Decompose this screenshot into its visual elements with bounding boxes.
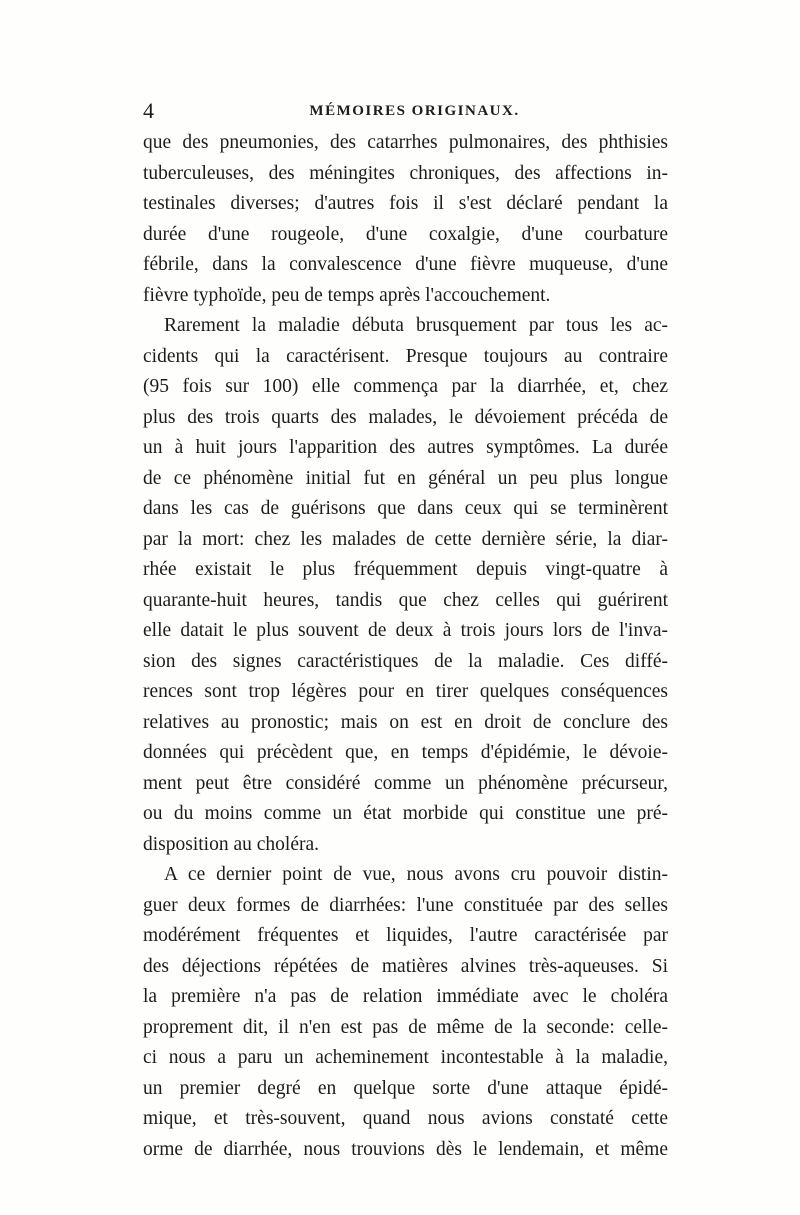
text-line: la première n'a pas de relation immédiate avec le choléra: [143, 986, 668, 1007]
text-line: relatives au pronostic; mais on est en droit de conclure des: [143, 711, 668, 733]
page-number: 4: [143, 98, 154, 123]
text-line: que des pneumonies, des catarrhes pulmonaires, des phthisies: [143, 132, 668, 153]
text-line: mique, et très-souvent, quand nous avions constaté cette: [143, 1108, 668, 1129]
text-line: des déjections répétées de matières alvines très-aqueuses. Si: [143, 955, 668, 977]
text-line: proprement dit, il n'en est pas de même de la seconde: celle-: [143, 1016, 668, 1038]
text-line: de ce phénomène initial fut en général un peu plus longue: [143, 467, 668, 489]
text-line: modérément fréquentes et liquides, l'autre caractérisée par: [143, 925, 668, 946]
body-text: [143, 128, 668, 1165]
paragraph: [143, 860, 668, 1165]
text-line: guer deux formes de diarrhées: l'une constituée par des selles: [143, 894, 668, 916]
text-line: (95 fois sur 100) elle commença par la diarrhée, et, chez: [143, 376, 668, 397]
paragraph: [143, 311, 668, 860]
text-line: par la mort: chez les malades de cette dernière série, la diar-: [143, 528, 668, 550]
text-line: ou du moins comme un état morbide qui constitue une pré-: [143, 803, 668, 824]
text-line: un à huit jours l'apparition des autres symptômes. La durée: [143, 437, 668, 458]
text-line: Rarement la maladie débuta brusquement par tous les ac-: [164, 315, 668, 336]
text-line: ci nous a paru un acheminement incontestable à la maladie,: [143, 1047, 668, 1068]
text-line: un premier degré en quelque sorte d'une attaque épidé-: [143, 1077, 668, 1099]
text-line: durée d'une rougeole, d'une coxalgie, d'une courbature: [143, 223, 668, 245]
text-line: dans les cas de guérisons que dans ceux qui se terminèrent: [143, 498, 668, 519]
paragraph: [143, 128, 668, 311]
text-line: fébrile, dans la convalescence d'une fièvre muqueuse, d'une: [143, 254, 668, 275]
text-line: rences sont trop légères pour en tirer quelques conséquences: [143, 681, 668, 702]
text-line: A ce dernier point de vue, nous avons cru pouvoir distin-: [164, 864, 668, 885]
text-line: rhée existait le plus fréquemment depuis vingt-quatre à: [143, 559, 668, 580]
running-head: [143, 98, 666, 124]
text-line: ment peut être considéré comme un phénomène précurseur,: [143, 772, 668, 794]
text-line: sion des signes caractéristiques de la maladie. Ces diffé-: [143, 650, 668, 672]
text-line: fièvre typhoïde, peu de temps après l'accouchement.: [143, 284, 551, 306]
text-line: orme de diarrhée, nous trouvions dès le lendemain, et même: [143, 1138, 668, 1160]
text-line: cidents qui la caractérisent. Presque toujours au contraire: [143, 345, 668, 367]
text-line: disposition au choléra.: [143, 833, 320, 855]
text-line: elle datait le plus souvent de deux à trois jours lors de l'inva-: [143, 620, 668, 641]
text-line: testinales diverses; d'autres fois il s'est déclaré pendant la: [143, 193, 668, 214]
text-line: données qui précèdent que, en temps d'épidémie, le dévoie-: [143, 742, 668, 763]
text-line: plus des trois quarts des malades, le dévoiement précéda de: [143, 406, 668, 428]
text-line: tuberculeuses, des méningites chroniques, des affections in-: [143, 162, 668, 184]
text-line: quarante-huit heures, tandis que chez celles qui guérirent: [143, 589, 668, 611]
running-head-title: MÉMOIRES ORIGINAUX.: [309, 103, 520, 119]
